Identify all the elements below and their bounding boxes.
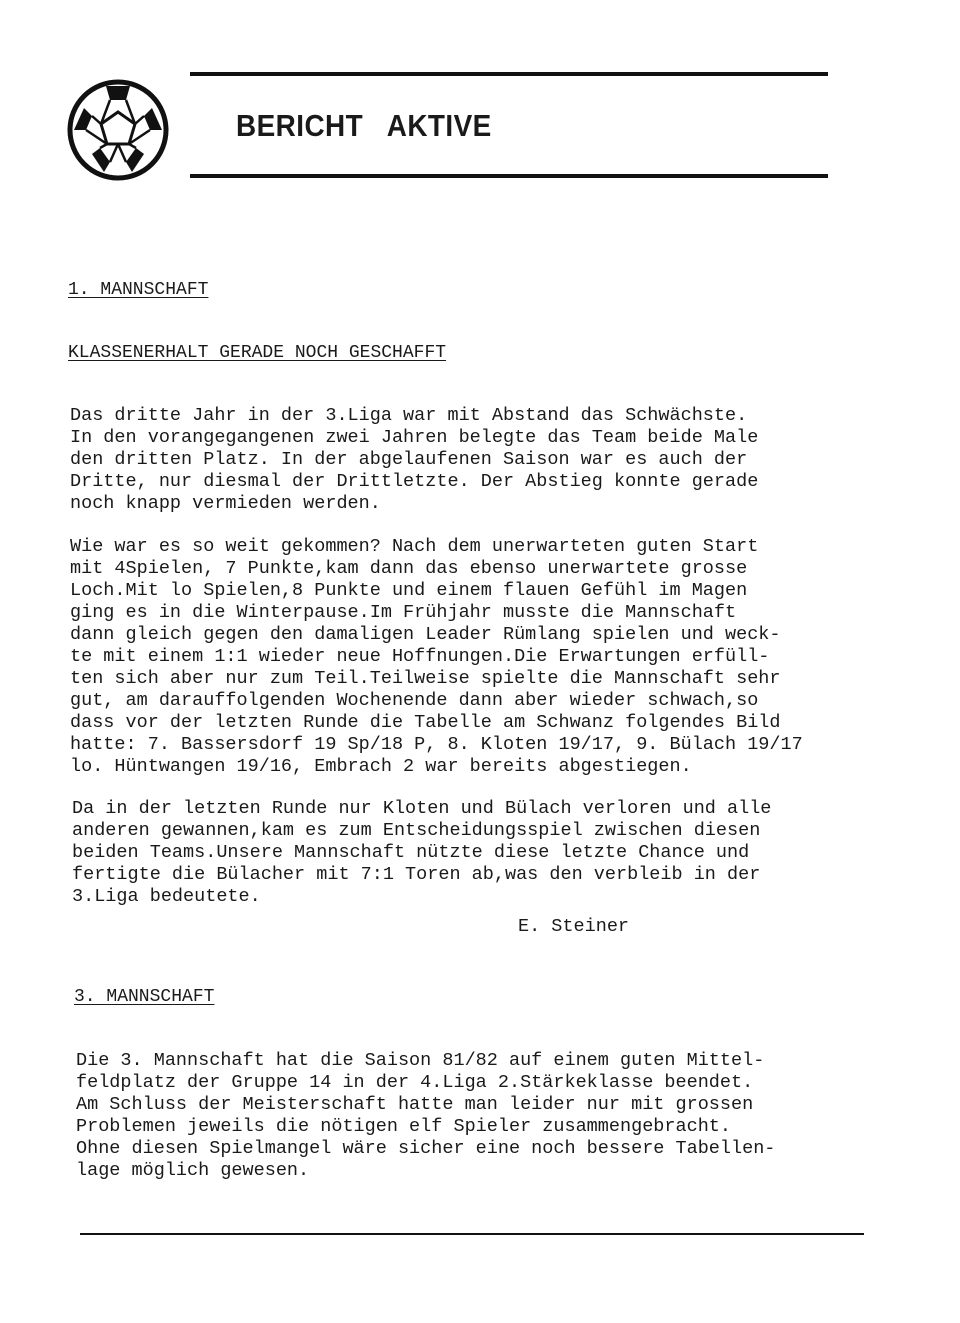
section1-paragraph-2 <box>70 536 803 778</box>
section-heading-1-mannschaft: 1. MANNSCHAFT <box>68 280 209 300</box>
text-line: beiden Teams.Unsere Mannschaft nützte diese letzte Chance und <box>72 842 750 863</box>
text-line: dann gleich gegen den damaligen Leader Rümlang spielen und weck- <box>70 624 781 645</box>
article-headline: KLASSENERHALT GERADE NOCH GESCHAFFT <box>68 343 447 363</box>
text-line: hatte: 7. Bassersdorf 19 Sp/18 P, 8. Kloten 19/17, 9. Bülach 19/17 <box>70 734 803 755</box>
header-bottom-rule <box>190 174 828 178</box>
section1-paragraph-1 <box>70 405 758 515</box>
text-line: mit 4Spielen, 7 Punkte,kam dann das ebenso unerwartete grosse <box>70 558 748 579</box>
text-line: Am Schluss der Meisterschaft hatte man leider nur mit grossen <box>76 1094 754 1115</box>
text-line: lage möglich gewesen. <box>76 1160 310 1181</box>
section1-paragraph-3 <box>72 798 771 908</box>
section3-paragraph-1 <box>76 1050 775 1182</box>
text-line: Wie war es so weit gekommen? Nach dem unerwarteten guten Start <box>70 536 759 557</box>
text-line: dass vor der letzten Runde die Tabelle am Schwanz folgendes Bild <box>70 712 781 733</box>
text-line: 3.Liga bedeutete. <box>72 886 261 907</box>
text-line: gut, am darauffolgenden Wochenende dann aber wieder schwach,so <box>70 690 759 711</box>
text-line: In den vorangegangenen zwei Jahren belegte das Team beide Male <box>70 427 759 448</box>
header-top-rule <box>190 72 828 76</box>
text-line: Problemen jeweils die nötigen elf Spieler zusammengebracht. <box>76 1116 732 1137</box>
text-line: fertigte die Bülacher mit 7:1 Toren ab,was den verbleib in der <box>72 864 761 885</box>
text-line: Ohne diesen Spielmangel wäre sicher eine noch bessere Tabellen- <box>76 1138 776 1159</box>
text-line: Loch.Mit lo Spielen,8 Punkte und einem flauen Gefühl im Magen <box>70 580 748 601</box>
author-signature: E. Steiner <box>518 916 630 937</box>
text-line: noch knapp vermieden werden. <box>70 493 381 514</box>
footer-rule <box>80 1233 864 1235</box>
text-line: anderen gewannen,kam es zum Entscheidungsspiel zwischen diesen <box>72 820 761 841</box>
page-title: BERICHT AKTIVE <box>236 108 492 143</box>
text-line: Das dritte Jahr in der 3.Liga war mit Abstand das Schwächste. <box>70 405 748 426</box>
soccer-ball-logo-icon <box>66 78 170 182</box>
text-line: te mit einem 1:1 wieder neue Hoffnungen.Die Erwartungen erfüll- <box>70 646 770 667</box>
text-line: Die 3. Mannschaft hat die Saison 81/82 auf einem guten Mittel- <box>76 1050 765 1071</box>
text-line: ten sich aber nur zum Teil.Teilweise spielte die Mannschaft sehr <box>70 668 781 689</box>
text-line: lo. Hüntwangen 19/16, Embrach 2 war bereits abgestiegen. <box>70 756 692 777</box>
text-line: feldplatz der Gruppe 14 in der 4.Liga 2.Stärkeklasse beendet. <box>76 1072 754 1093</box>
text-line: Da in der letzten Runde nur Kloten und Bülach verloren und alle <box>72 798 772 819</box>
text-line: den dritten Platz. In der abgelaufenen Saison war es auch der <box>70 449 748 470</box>
section-heading-3-mannschaft: 3. MANNSCHAFT <box>74 987 215 1007</box>
text-line: Dritte, nur diesmal der Drittletzte. Der Abstieg konnte gerade <box>70 471 759 492</box>
text-line: ging es in die Winterpause.Im Frühjahr musste die Mannschaft <box>70 602 737 623</box>
